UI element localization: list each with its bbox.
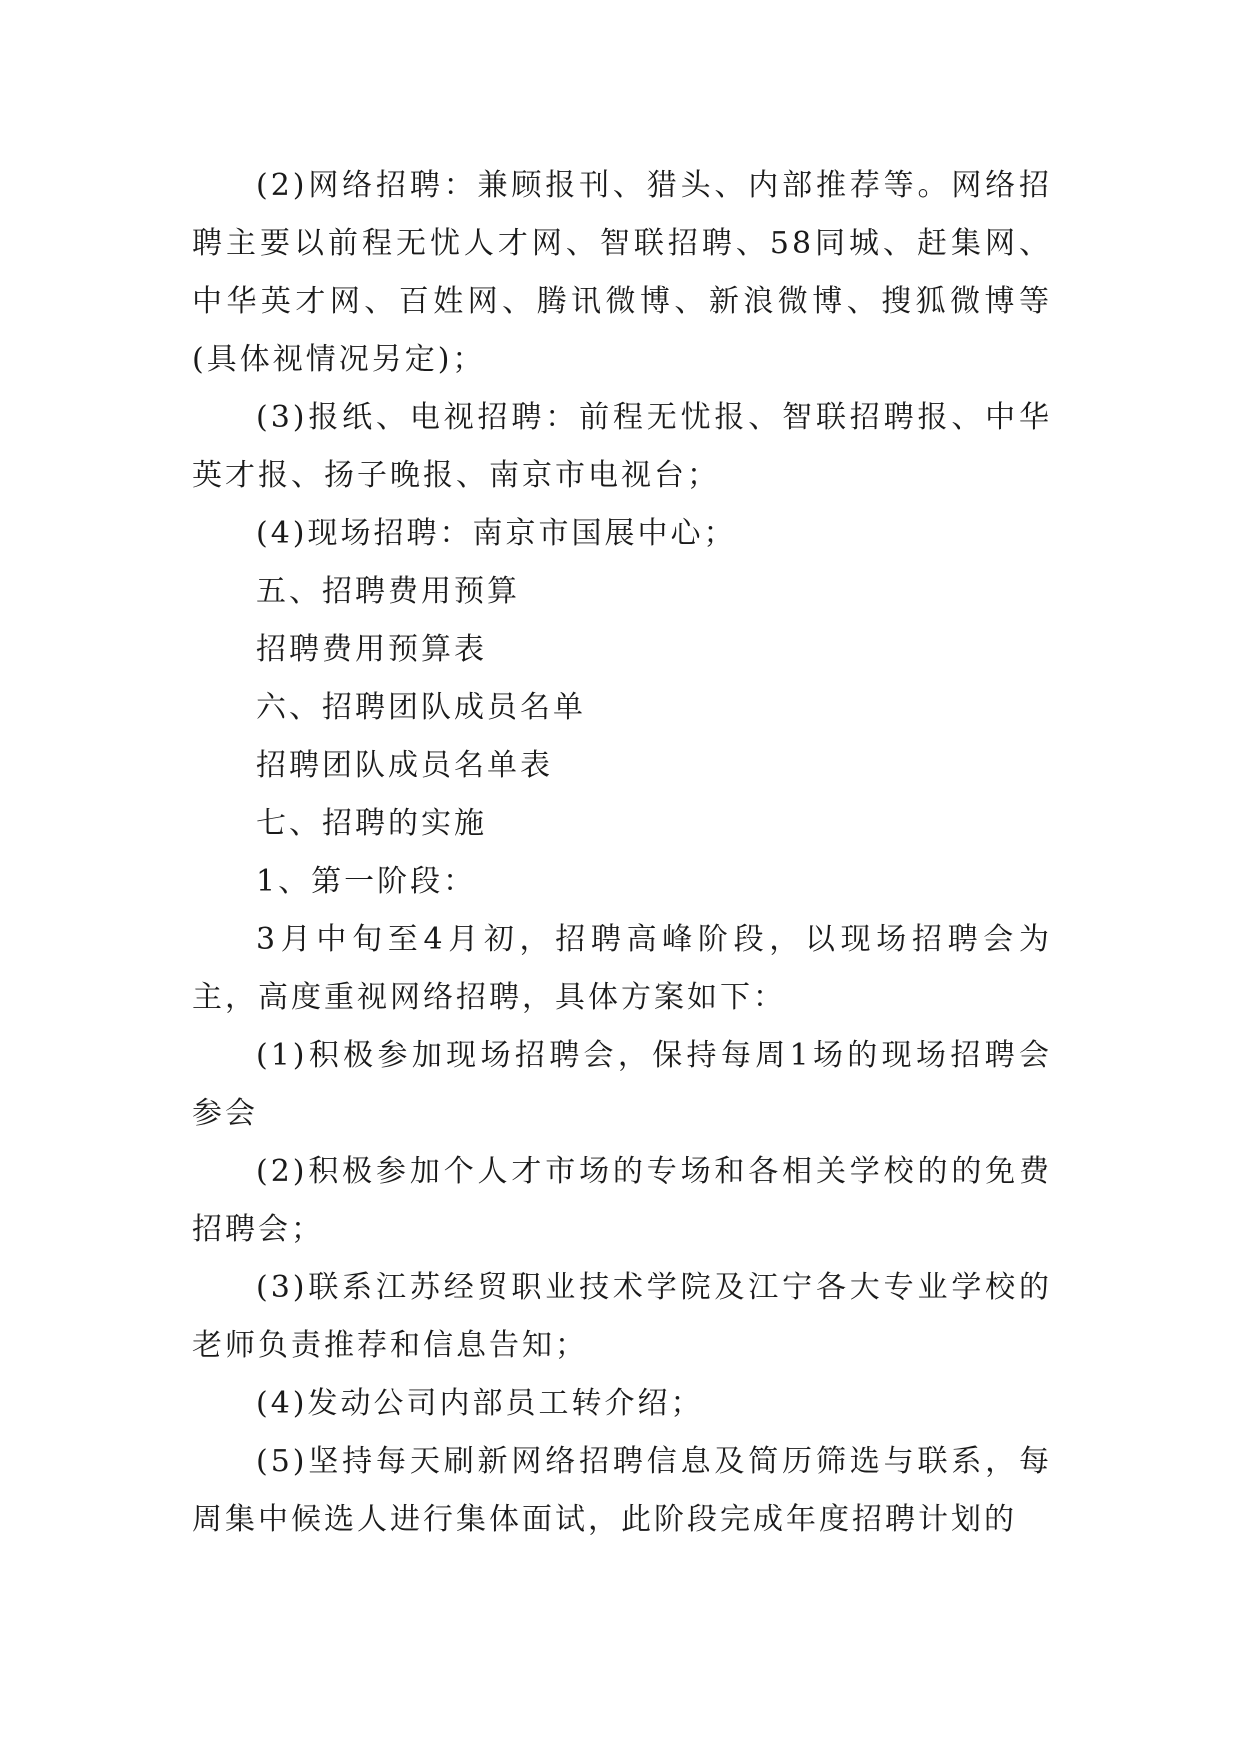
paragraph-item-4: (4)发动公司内部员工转介绍； (256, 1386, 704, 1421)
paragraph-phase-one-summary: 3月中旬至4月初，招聘高峰阶段，以现场招聘会为主，高度重视网络招聘，具体方案如下： (192, 922, 1052, 1015)
heading-implementation: 七、招聘的实施 (256, 806, 487, 841)
paragraph-item-5: (5)坚持每天刷新网络招聘信息及简历筛选与联系，每周集中候选人进行集体面试，此阶段完成年度招聘计划的 (192, 1444, 1052, 1537)
paragraph-item-1: (1)积极参加现场招聘会，保持每周1场的现场招聘会参会 (192, 1038, 1052, 1131)
heading-budget: 五、招聘费用预算 (256, 574, 520, 609)
heading-phase-one: 1、第一阶段： (256, 864, 477, 899)
paragraph-online-recruitment: (2)网络招聘：兼顾报刊、猎头、内部推荐等。网络招聘主要以前程无忧人才网、智联招聘、58同城、赶集网、中华英才网、百姓网、腾讯微博、新浪微博、搜狐微博等(具体视情况另定)； (192, 168, 1052, 377)
paragraph-team-table: 招聘团队成员名单表 (256, 748, 553, 783)
paragraph-item-3: (3)联系江苏经贸职业技术学院及江宁各大专业学校的老师负责推荐和信息告知； (192, 1270, 1052, 1363)
paragraph-item-2: (2)积极参加个人才市场的专场和各相关学校的的免费招聘会； (192, 1154, 1052, 1247)
paragraph-onsite-recruitment: (4)现场招聘：南京市国展中心； (256, 516, 737, 551)
paragraph-newspaper-tv-recruitment: (3)报纸、电视招聘：前程无忧报、智联招聘报、中华英才报、扬子晚报、南京市电视台； (192, 400, 1052, 493)
paragraph-budget-table: 招聘费用预算表 (256, 632, 487, 667)
heading-team-list: 六、招聘团队成员名单 (256, 690, 586, 725)
document-body (192, 157, 1052, 1549)
